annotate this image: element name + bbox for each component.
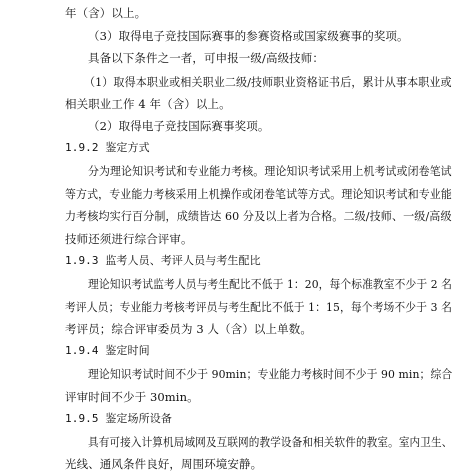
- paragraph-line: 具备以下条件之一者，可申报一级/高级技师：: [88, 51, 324, 65]
- section-heading: 1.9.5 鉴定场所设备: [65, 412, 172, 425]
- list-item: （3）取得电子竞技国际赛事的参赛资格或国家级赛事的奖项。: [88, 29, 409, 43]
- paragraph-line: 分为理论知识考试和专业能力考核。理论知识考试采用上机考试或闭卷笔试: [88, 164, 452, 178]
- list-item: （1）取得本职业或相关职业二级/技师职业资格证书后，累计从事本职业或: [84, 75, 452, 89]
- paragraph-line: 理论知识考试时间不少于 90min；专业能力考核时间不少于 90 min；综合: [88, 367, 453, 381]
- text-line: 评审时间不少于 30min。: [65, 390, 199, 404]
- text-line: 等方式，专业能力考核采用上机操作或闭卷笔试等方式。理论知识考试和专业能: [65, 187, 452, 201]
- list-item: （2）取得电子竞技国际赛事奖项。: [88, 119, 270, 133]
- text-line: 力考核均实行百分制，成绩皆达 60 分及以上者为合格。二级/技师、一级/高级: [65, 209, 452, 223]
- section-heading: 1.9.2 鉴定方式: [65, 141, 150, 154]
- text-line: 考评人员；专业能力考核考评员与考生配比不低于 1：15，每个考场不少于 3 名: [65, 300, 453, 314]
- section-heading: 1.9.3 监考人员、考评人员与考生配比: [65, 254, 261, 267]
- text-line: 考评员；综合评审委员为 3 人（含）以上单数。: [65, 322, 312, 336]
- text-line: 相关职业工作 4 年（含）以上。: [65, 97, 231, 111]
- paragraph-line: 理论知识考试监考人员与考生配比不低于 1：20，每个标准教室不少于 2 名: [88, 277, 453, 291]
- section-heading: 1.9.4 鉴定时间: [65, 344, 150, 357]
- text-line: 年（含）以上。: [65, 6, 147, 20]
- paragraph-line: 具有可接入计算机局域网及互联网的教学设备和相关软件的教室。室内卫生、: [88, 435, 453, 449]
- text-line: 光线、通风条件良好，周围环境安静。: [65, 457, 263, 471]
- text-line: 技师还须进行综合评审。: [65, 232, 193, 246]
